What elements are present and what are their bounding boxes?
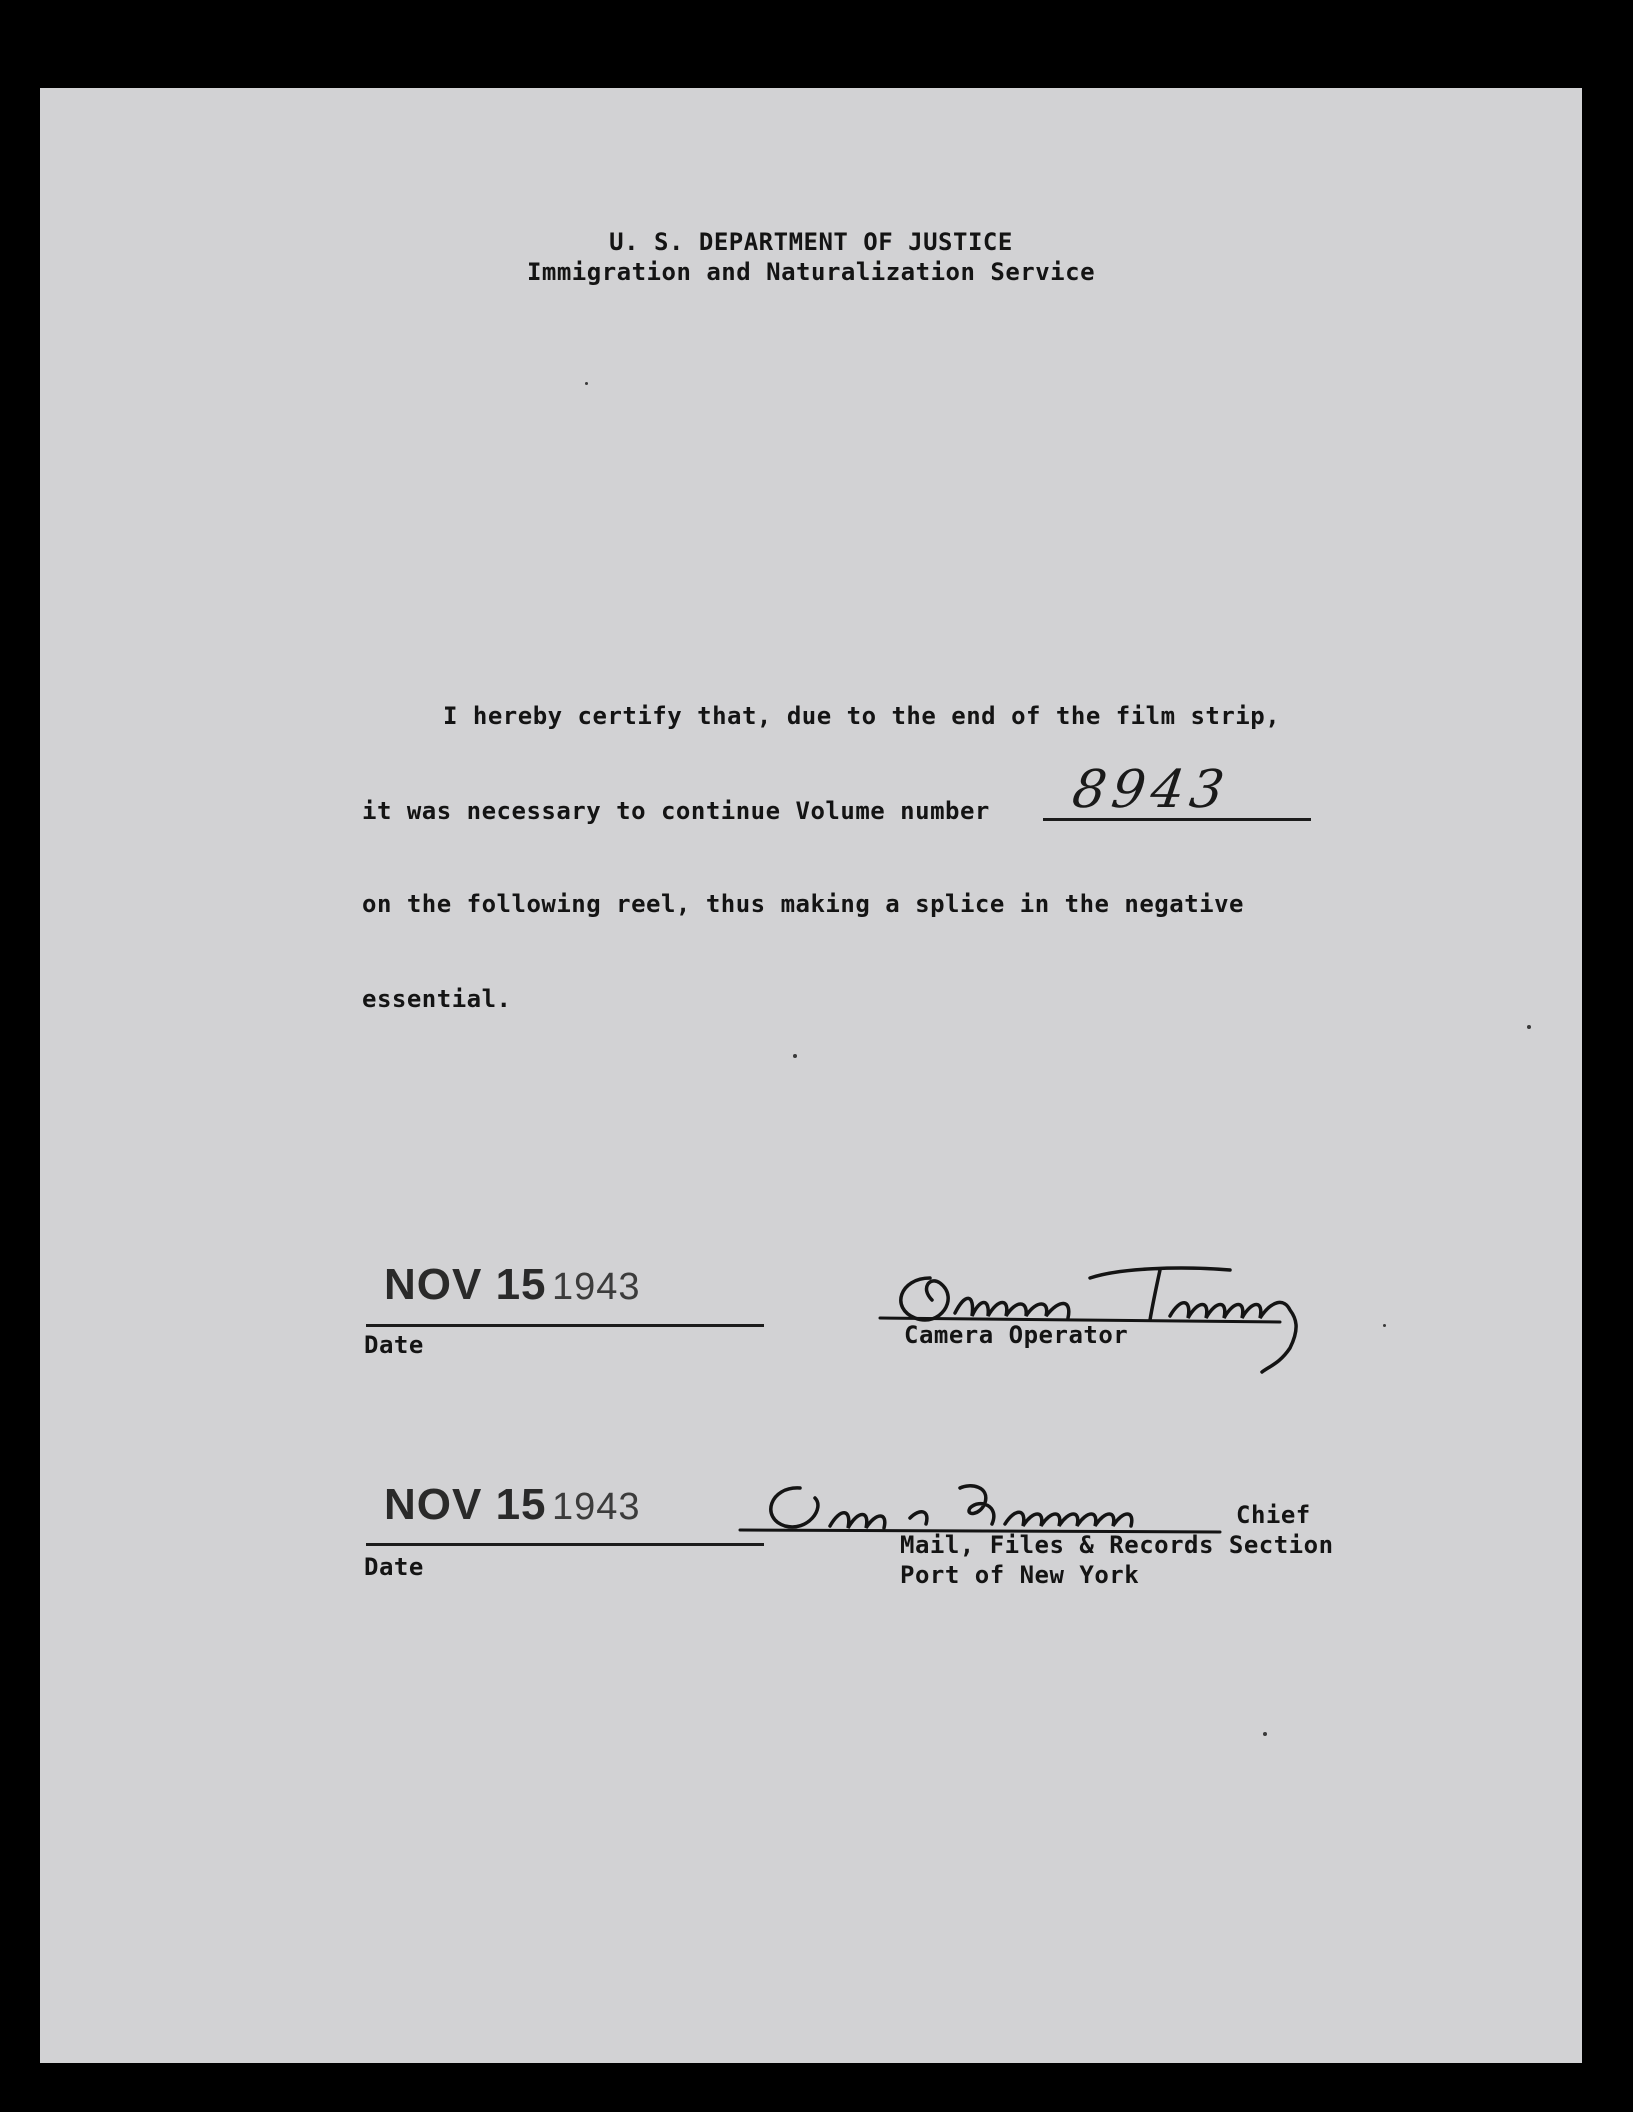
date-stamp-day: NOV 15 bbox=[384, 1480, 547, 1529]
date-stamp-year: 1943 bbox=[551, 1486, 641, 1528]
operator-date-stamp bbox=[384, 1260, 641, 1310]
chief-title: Chief bbox=[1236, 1501, 1311, 1529]
date-stamp-year: 1943 bbox=[551, 1266, 641, 1308]
scan-speck bbox=[585, 382, 588, 385]
camera-operator-label: Camera Operator bbox=[904, 1321, 1129, 1349]
date-stamp-day: NOV 15 bbox=[384, 1260, 547, 1309]
scan-speck bbox=[1263, 1732, 1267, 1736]
chief-date-label: Date bbox=[364, 1553, 424, 1581]
chief-section: Mail, Files & Records Section bbox=[900, 1531, 1334, 1559]
service-heading: Immigration and Naturalization Service bbox=[526, 258, 1096, 286]
certificate-line-4: essential. bbox=[362, 985, 512, 1013]
scan-speck bbox=[793, 1054, 797, 1058]
operator-date-label: Date bbox=[364, 1331, 424, 1359]
chief-port: Port of New York bbox=[900, 1561, 1140, 1589]
scan-speck bbox=[1527, 1025, 1531, 1029]
department-heading: U. S. DEPARTMENT OF JUSTICE bbox=[609, 228, 1013, 256]
operator-date-line bbox=[366, 1324, 764, 1327]
volume-number-handwritten: 8943 bbox=[1068, 760, 1234, 820]
document-page bbox=[40, 88, 1582, 2063]
certificate-line-2: it was necessary to continue Volume number bbox=[362, 797, 990, 825]
certificate-line-1: I hereby certify that, due to the end of the film strip, bbox=[443, 702, 1281, 730]
chief-date-stamp bbox=[384, 1480, 641, 1530]
camera-operator-signature bbox=[860, 1238, 1420, 1378]
chief-date-line bbox=[366, 1543, 764, 1546]
certificate-line-3: on the following reel, thus making a splice in the negative bbox=[362, 890, 1245, 918]
